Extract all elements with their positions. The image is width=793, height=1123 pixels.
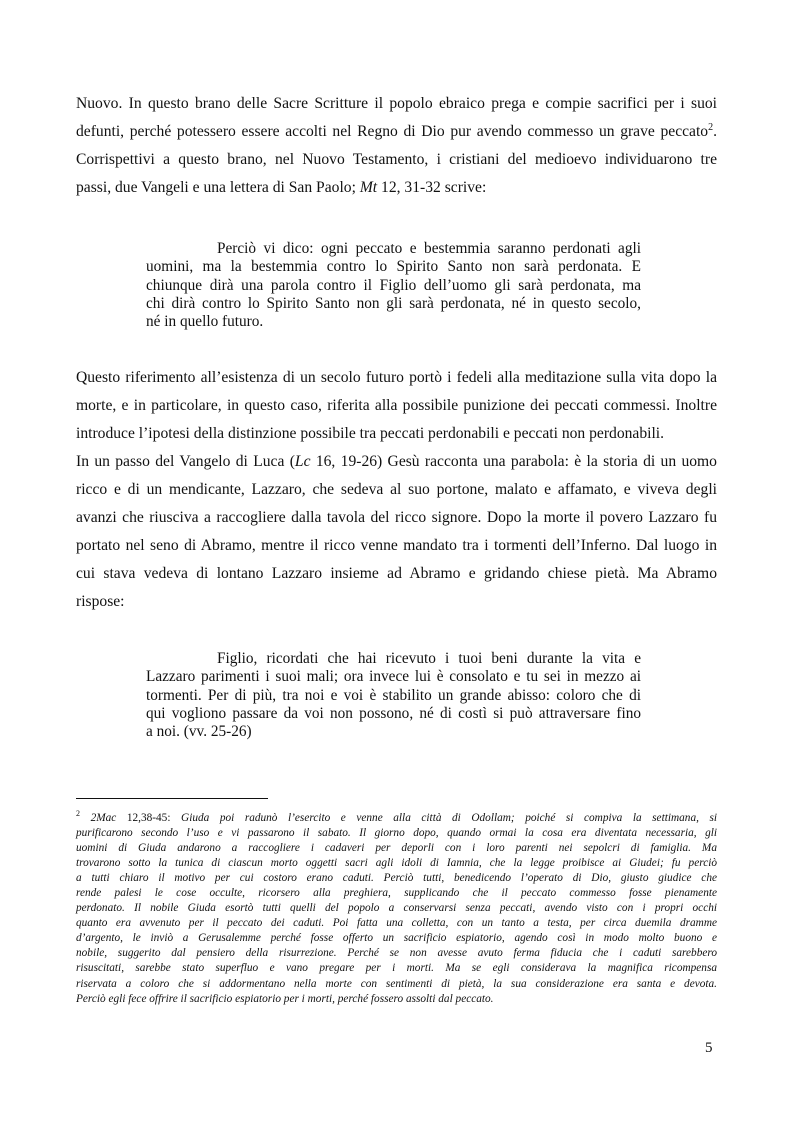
footnote-line: a tutti chiaro il motivo per cui costoro erano caduti. Perciò tutti, benedicendo l’operato di Dio, giusto giudice che [76,872,717,885]
text-line: avanzi che riusciva a raccogliere dalla tavola del ricco signore. Dopo la morte il povero Lazzaro fu [76,509,717,526]
text-line: rispose: [76,593,125,610]
footnote-line: quanto era avvenuto per il peccato dei caduti. Poi fatta una colletta, con un tanto a testa, per circa duemila dramme [76,917,717,930]
footnote-line: trovarono sotto la tunica di ciascun morto oggetti sacri agli idoli di Iamnia, che la legge proibisce ai Giudei; fu perciò [76,857,717,870]
quote-line: Lazzaro parimenti i suoi mali; ora invece lui è consolato e tu sei in mezzo ai [146,668,641,686]
body-paragraph-1 [76,90,717,202]
quote-line: qui vogliono passare da voi non possono, né di costì si può attraversare fino [146,704,641,722]
text-span: 16, 19-26) Gesù racconta una parabola: è la storia di un uomo [310,453,717,470]
text-span: passi, due Vangeli e una lettera di San Paolo; [76,179,360,196]
footnote-line: uomini di Giuda andarono a raccogliere i cadaveri per deporli con i loro parenti nei sepolcri di famiglia. Ma [76,842,717,855]
text-line: introduce l’ipotesi della distinzione possibile tra peccati perdonabili e peccati non perdonabili. [76,425,665,442]
text-line [76,118,717,146]
text-line: portato nel seno di Abramo, mentre il ricco venne mandato tra i tormenti dell’Inferno. Dal luogo in [76,537,717,554]
quote-line: tormenti. Per di più, tra noi e voi è stabilito un grande abisso: coloro che di [146,686,641,704]
quote-line: uomini, ma la bestemmia contro lo Spirito Santo non sarà perdonata. E [146,258,641,276]
text-span: 12, 31-32 scrive: [377,179,487,196]
text-line: morte, e in particolare, in questo caso, riferita alla possibile punizione dei peccati commessi. Inoltre [76,397,717,414]
quote-line: a noi. (vv. 25-26) [146,723,252,741]
text-line: Corrispettivi a questo brano, nel Nuovo Testamento, i cristiani del medioevo individuarono tre [76,151,717,168]
footnote-line: risuscitati, sarebbe stato superfluo e vano pregare per i morti. Ma se egli considerava la magnifica ricompensa [76,962,717,975]
footnote-line [76,811,717,826]
quote-line: Perciò vi dico: ogni peccato e bestemmia saranno perdonati agli [217,240,641,257]
footnote-citation: 2Mac [90,812,117,824]
text-line: Questo riferimento all’esistenza di un secolo futuro portò i fedeli alla meditazione sulla vita dopo la [76,369,717,386]
footnote-line: Perciò egli fece offrire il sacrificio espiatorio per i morti, perché fossero assolti dal peccato. [76,992,494,1005]
footnote-reference[interactable]: 2 [708,121,714,133]
footnote-divider [76,798,268,799]
footnote-line: nobile, suggerito dal pensiero della risurrezione. Perché se non avesse avuto ferma fiducia che i caduti sarebbero [76,947,717,960]
block-quote-1 [146,240,641,331]
body-paragraph-2 [76,364,717,616]
block-quote-2 [146,650,641,741]
footnote-line: perdonato. Il nobile Giuda esortò tutti quelli del popolo a conservarsi senza peccati, avendo visto con i propri occhi [76,902,717,915]
text-line: ricco e di un mendicante, Lazzaro, che sedeva al suo portone, malato e affamato, e viveva degli [76,481,717,498]
text-span: . [713,123,717,140]
text-line [76,174,717,202]
footnote-line: purificarono secondo l’uso e vi passarono il sabato. Il giorno dopo, quando ormai la cosa era diventata necessaria, gli [76,827,717,840]
citation-abbrev: Lc [294,453,311,470]
citation-abbrev: Mt [359,179,378,196]
text-span: Giuda poi radunò l’esercito e venne alla città di Odollam; poiché si compiva la settimana, si [181,812,718,824]
text-span: defunti, perché potessero essere accolti nel Regno di Dio pur avendo commesso un grave peccato [76,123,709,140]
page-number: 5 [705,1040,713,1056]
quote-line: né in quello futuro. [146,313,264,331]
footnote-line: d’argento, le inviò a Gerusalemme perché fosse offerto un sacrificio espiatorio, agendo così in modo molto buono e [76,932,717,945]
quote-line: Figlio, ricordati che hai ricevuto i tuoi beni durante la vita e [217,650,641,667]
footnote [76,811,717,1007]
footnote-line: rende palesi le cose occulte, ricorsero alla preghiera, supplicando che il peccato commesso fosse pienamente [76,887,717,900]
footnote-citation-tail: 12,38-45: [116,812,182,824]
text-line: Nuovo. In questo brano delle Sacre Scritture il popolo ebraico prega e compie sacrifici per i suoi [76,95,717,112]
quote-line: chiunque dirà una parola contro il Figlio dell’uomo gli sarà perdonata, ma [146,276,641,294]
footnote-mark: 2 [76,809,80,819]
text-span: In un passo del Vangelo di Luca ( [76,453,295,470]
text-line [76,448,717,476]
footnote-line: riservata a coloro che si addormentano nella morte con sentimenti di pietà, la sua considerazione era santa e devota. [76,977,717,990]
text-line: cui stava vedeva di lontano Lazzaro insieme ad Abramo e gridando chiese pietà. Ma Abramo [76,565,717,582]
quote-line: chi dirà contro lo Spirito Santo non gli sarà perdonata, né in questo secolo, [146,294,641,312]
